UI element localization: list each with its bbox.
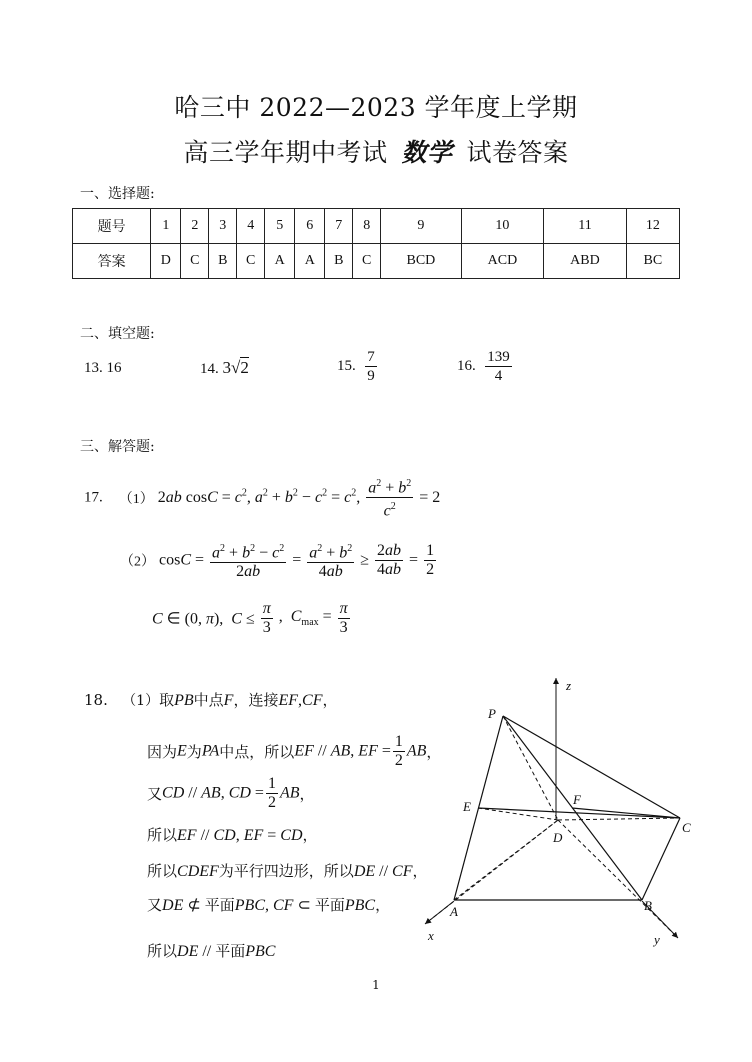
title-answers: 试卷答案: [466, 138, 569, 167]
q18-line-3: 又CD // AB, CD = $\frac{1}{2}$ AB，: [147, 775, 315, 811]
title-subject: 数学: [401, 138, 453, 167]
table-cell: B: [325, 244, 353, 279]
edge-BC: [642, 818, 680, 900]
section-3-heading: 三、解答题:: [80, 439, 155, 455]
title-line-1: 哈三中 2022—2023 学年度上学期: [174, 93, 578, 122]
fraction: $\frac{139}{4}$: [487, 349, 510, 384]
q17-part2: （2） cosC = $\frac{a^2 + b^2 - c^2}{2ab}$ = $\frac{a^2 + b^2}{4ab}$ ≥ $\frac{2ab}{4ab}$ = $\frac{1}{2}$: [120, 540, 438, 581]
label-x: x: [428, 928, 434, 943]
table-cell: BC: [626, 244, 679, 279]
table-cell: 11: [544, 209, 627, 244]
answer-15: [337, 348, 379, 385]
answer-table: [72, 208, 680, 279]
y-axis-dashed: [558, 820, 676, 936]
q18-line-7: 所以DE // 平面PBC: [147, 942, 276, 960]
answer-15-label: 15.: [337, 358, 356, 374]
answer-14-label: 14.: [200, 361, 219, 377]
table-cell: A: [265, 244, 295, 279]
q18-line-6: 又DE ⊄ 平面PBC, CF ⊂ 平面PBC，: [147, 896, 391, 914]
answer-14-coef: 3: [222, 358, 231, 377]
table-cell: 6: [295, 209, 325, 244]
table-cell: 9: [381, 209, 461, 244]
title-line-2: [0, 133, 752, 169]
q18-line-4: 所以EF // CD, EF = CD，: [147, 826, 318, 844]
section-2-heading: 二、填空题:: [80, 326, 155, 342]
label-P: P: [488, 706, 496, 721]
edge-DC: [558, 818, 680, 820]
table-cell: C: [353, 244, 381, 279]
question-row-label: 题号: [73, 209, 151, 244]
table-cell: 7: [325, 209, 353, 244]
q17-part2-label: （2）: [120, 554, 155, 570]
table-cell: 5: [265, 209, 295, 244]
answer-row: [73, 244, 680, 279]
section-1-heading: 一、选择题:: [80, 186, 155, 202]
pyramid-figure: [410, 670, 700, 950]
q18-line-5: 所以CDEF为平行四边形，所以DE // CF，: [147, 862, 428, 880]
table-cell: 12: [626, 209, 679, 244]
table-cell: C: [237, 244, 265, 279]
answer-16-label: 16.: [457, 358, 476, 374]
answer-14: [200, 358, 249, 378]
label-E: E: [463, 799, 471, 814]
q18-line-2: 因为E为PA中点，所以EF // AB, EF = $\frac{1}{2}$ AB，: [147, 733, 442, 769]
q18-part1-label: （1）: [122, 693, 160, 709]
table-cell: D: [151, 244, 181, 279]
table-cell: B: [209, 244, 237, 279]
table-cell: ACD: [461, 244, 544, 279]
table-cell: 8: [353, 209, 381, 244]
label-D: D: [553, 830, 563, 845]
label-z: z: [566, 678, 572, 693]
q18-label: 18.: [84, 691, 108, 709]
q17-part2-result: C ∈ (0, π), C ≤ $\frac{\pi}{3}$ , $C_{max}$ = $\frac{\pi}{3}$: [152, 600, 348, 636]
fraction: $\frac{7}{9}$: [367, 349, 375, 384]
table-cell: 4: [237, 209, 265, 244]
q18-line-1: 18. （1）取PB中点F，连接EF,CF，: [84, 691, 338, 709]
table-cell: 2: [181, 209, 209, 244]
page-number: 1: [372, 978, 380, 992]
table-cell: A: [295, 244, 325, 279]
label-y: y: [654, 932, 660, 947]
table-cell: 1: [151, 209, 181, 244]
q17-part1-label: （1）: [118, 491, 154, 507]
edge-AD: [454, 820, 558, 900]
table-cell: 3: [209, 209, 237, 244]
q17-label: 17.: [84, 489, 103, 506]
table-cell: ABD: [544, 244, 627, 279]
answer-16: [457, 348, 514, 385]
label-A: A: [450, 904, 458, 919]
table-cell: C: [181, 244, 209, 279]
table-cell: BCD: [381, 244, 461, 279]
q17-part1: 17. （1） 2ab $\cos C = c^2$, $a^2 + b^2 - c^2 = c^2$, $\frac{a^2 + b^2}{c^2}$ = 2: [84, 475, 440, 521]
title-exam: 高三学年期中考试: [183, 138, 388, 167]
answer-13: 13. 16: [84, 360, 122, 376]
answer-14-radicand: 2: [240, 358, 249, 377]
label-C: C: [682, 820, 691, 835]
label-B: B: [644, 898, 652, 913]
sqrt-sign: √: [231, 358, 241, 377]
label-F: F: [573, 792, 581, 807]
question-row: [73, 209, 680, 244]
answer-row-label: 答案: [73, 244, 151, 279]
table-cell: 10: [461, 209, 544, 244]
